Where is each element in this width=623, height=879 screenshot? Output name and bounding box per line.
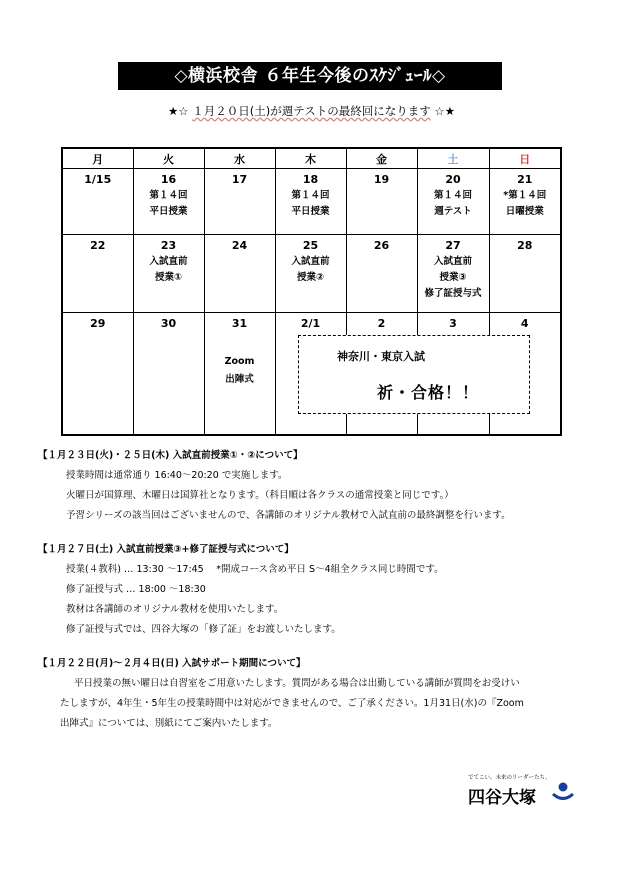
section-line: 授業時間は通常通り 16:40～20:20 で実施します。 [66,470,288,481]
calendar-day-cell [133,235,204,313]
exam-notice-line1: 神奈川・東京入試 [337,350,425,363]
calendar-date: 4 [520,317,529,330]
calendar-event-line: 日曜授業 [505,206,544,217]
calendar-date: 23 [160,239,177,252]
section-line: 予習シリーズの該当回はございませんので、各講師のオリジナル教材で入試直前の最終調整を行います。 [66,510,511,521]
subtitle-prefix: ★☆ [167,104,193,118]
calendar-event-line: 平日授業 [149,206,188,217]
calendar-day-cell [489,169,561,235]
weekday-sun: 日 [489,148,561,169]
calendar-day-cell [133,313,204,436]
subtitle-main: １月２０日(土)が週テストの最終回になります [192,104,431,118]
calendar-event-line: 授業③ [439,272,467,283]
calendar-date: 21 [517,173,533,186]
calendar-date: 19 [373,173,390,186]
calendar-date: 25 [302,239,319,252]
calendar-day-cell [204,169,275,235]
calendar-date: 18 [302,173,319,186]
calendar-date: 20 [445,173,461,186]
subtitle [0,103,623,119]
calendar-day-cell [62,313,133,436]
calendar-event-line: 第１４回 [149,190,188,201]
calendar-date: 2 [377,317,386,330]
calendar-day-cell [62,169,133,235]
weekday-sat: 土 [417,148,489,169]
section-line: 教材は各講師のオリジナル教材を使用いたします。 [66,604,284,615]
calendar-date: 24 [231,239,248,252]
calendar-event-line: 週テスト [434,206,472,217]
section-line: 授業(４教科) … 13:30 ～17:45 *開成コース含め平日 S～4組全クラス同じ時間です。 [66,564,444,575]
section-jan27 [38,540,444,640]
weekday-fri: 金 [346,148,417,169]
calendar-event-line: 第１４回 [291,190,330,201]
section-support-period [38,654,524,734]
section-line: 平日授業の無い曜日は自習室をご用意いたします。質問がある場合は出勤している講師が質問をお受けい [74,678,520,689]
logo-tagline: でてこい、未来のリーダーたち。 [468,775,551,781]
calendar-event-line: 第１４回 [433,190,472,201]
section-line: たしますが、4年生・5年生の授業時間中は対応ができませんので、ご了承ください。1月31日(水)の『Zoom [60,698,524,709]
weekday-header-row [62,148,561,169]
calendar-date: 27 [445,239,461,252]
section-heading: 【１月２２日(月)～２月４日(日) 入試サポート期間について】 [38,658,306,669]
calendar-day-cell [417,235,489,313]
calendar-day-cell [275,169,346,235]
section-line: 出陣式』については、別紙にてご案内いたします。 [60,718,278,729]
subtitle-suffix: ☆★ [430,104,456,118]
calendar-event-line: 修了証授与式 [424,288,482,299]
section-line: 火曜日が国算理、木曜日は国算社となります。（科目順は各クラスの通常授業と同じです。） [66,490,454,501]
calendar-date: 2/1 [300,317,321,330]
calendar-event-line: 平日授業 [291,206,330,217]
calendar-date: 29 [90,317,106,330]
calendar-day-cell [346,235,417,313]
calendar-day-cell [417,169,489,235]
section-line: 修了証授与式では、四谷大塚の「修了証」をお渡しいたします。 [66,624,341,635]
weekday-tue: 火 [133,148,204,169]
calendar-day-cell [346,169,417,235]
calendar-event-line: 入試直前 [291,256,330,267]
calendar-event-line: *第１４回 [503,190,547,201]
calendar-day-cell [133,169,204,235]
weekday-wed: 水 [204,148,275,169]
calendar-date: 31 [231,317,248,330]
yotsuya-otsuka-logo [468,773,578,807]
calendar-date: 17 [231,173,248,186]
zoom-note [217,353,262,389]
calendar-date: 30 [160,317,177,330]
calendar-date: 22 [90,239,106,252]
calendar-day-cell [489,235,561,313]
calendar-date: 1/15 [84,173,112,186]
calendar-day-cell [204,235,275,313]
logo-name: 四谷大塚 [468,788,536,808]
exam-notice-line2: 祈・合格！！ [377,383,480,402]
section-heading: 【１月２３日(火)・２５日(木) 入試直前授業①・②について】 [38,450,303,461]
calendar-week-row [62,169,561,235]
section-line: 修了証授与式 … 18:00 ～18:30 [66,584,206,595]
calendar-date: 3 [449,317,457,330]
zoom-note-line1: Zoom [224,356,255,367]
exam-notice-box [298,335,530,414]
calendar-event-line: 入試直前 [149,256,188,267]
calendar-event-line: 授業① [154,272,183,283]
zoom-note-line2: 出陣式 [225,374,254,385]
logo-mark-icon [551,779,575,803]
calendar-event-line: 入試直前 [433,256,472,267]
calendar-date: 16 [160,173,177,186]
calendar-day-cell [62,235,133,313]
calendar-day-cell [275,235,346,313]
calendar-week-row [62,235,561,313]
calendar-event-line: 授業② [296,272,325,283]
calendar-date: 28 [517,239,533,252]
section-heading: 【１月２７日(土) 入試直前授業③+修了証授与式について】 [38,544,294,555]
calendar-date: 26 [373,239,390,252]
weekday-thu: 木 [275,148,346,169]
weekday-mon: 月 [62,148,133,169]
page-title: ◇横浜校舎 ６年生今後のｽｹｼﾞｭｰﾙ◇ [118,62,502,90]
section-jan23-25 [38,446,511,526]
